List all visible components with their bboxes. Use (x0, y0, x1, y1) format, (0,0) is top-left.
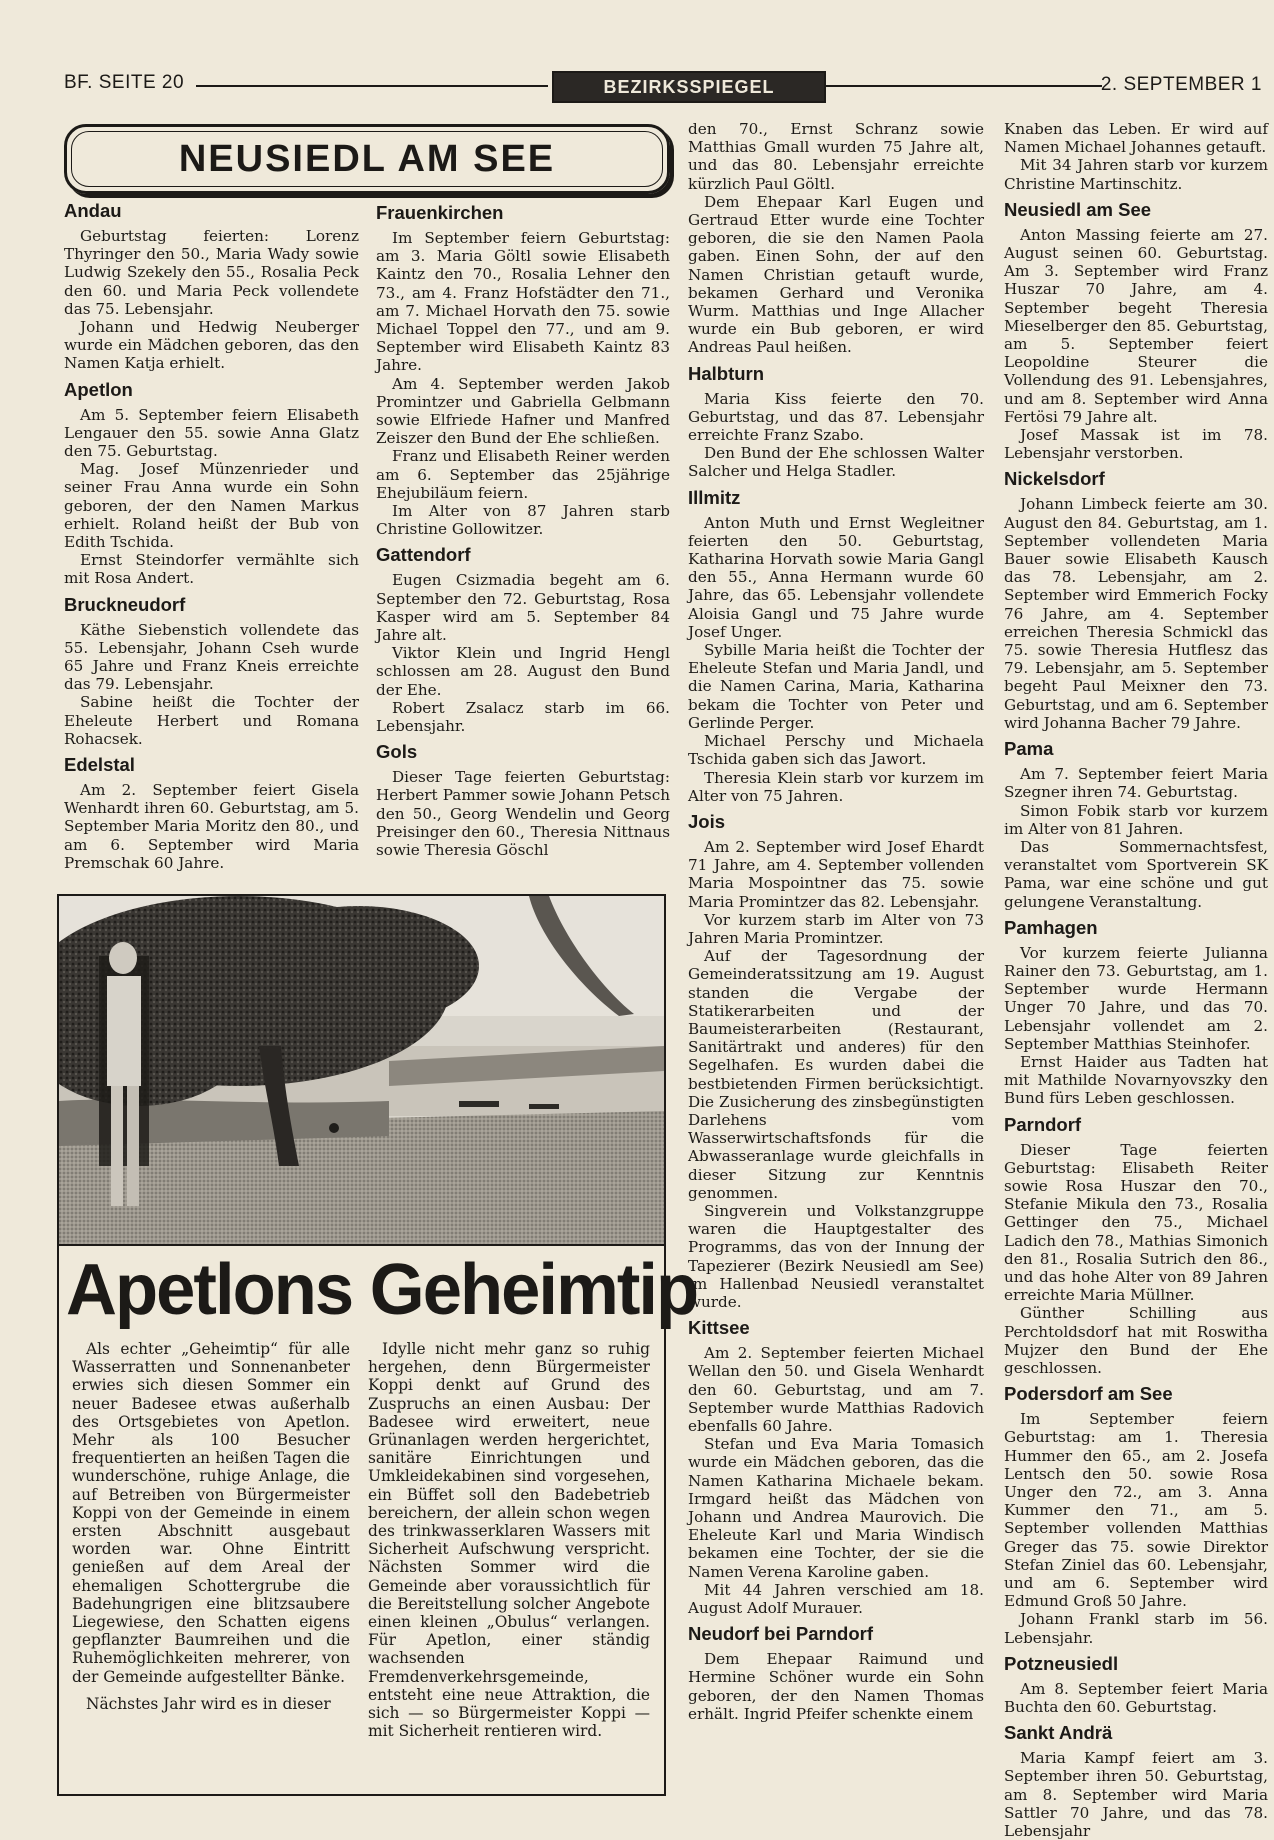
article-paragraph: Anton Massing feierte am 27. August seinen 60. Geburtstag. Am 3. September wird Franz Huszar 70 Jahre, am 4. September begeht Theresia Mieselberger den 85. Geburtstag, am 5. September feiert Leopoldine Steurer die Vollendung des 91. Lebensjahres, und am 8. September wird Anna Fertösi 79 Jahre alt. (1004, 225, 1268, 426)
article-paragraph: Josef Massak ist im 78. Lebensjahr verstorben. (1004, 426, 1268, 463)
article-paragraph: Knaben das Leben. Er wird auf Namen Michael Johannes getauft. (1004, 120, 1268, 157)
feature-paragraph: Nächstes Jahr wird es in dieser (86, 1694, 331, 1713)
page-number: BF. SEITE 20 (64, 72, 185, 93)
article-paragraph: Ernst Steindorfer vermählte sich mit Rosa Andert. (64, 551, 359, 588)
article-paragraph: Am 2. September feiert Gisela Wenhardt ihren 60. Geburtstag, am 5. September Maria Moritz den 80., und am 6. September wird Maria Premschak 60 Jahre. (64, 781, 359, 872)
article-heading: Gattendorf (376, 544, 471, 566)
article-paragraph: Anton Muth und Ernst Wegleitner feierten den 50. Geburtstag, Katharina Horvath sowie Maria Gangl den 55., Anna Hermann wurde 60 Jahre, das 65. Lebensjahr vollendete Aloisia Gangl und 75 Jahre wurde Josef Unger. (688, 513, 984, 641)
article-heading: Kittsee (688, 1317, 750, 1339)
article-heading: Apetlon (64, 378, 133, 400)
article-heading: Neusiedl am See (1004, 198, 1152, 220)
article-paragraph: Dieser Tage feierten Geburtstag: Elisabeth Reiter sowie Rosa Huszar den 70., Stefanie Mikula den 73., Rosalia Gettinger den 75., Michael Ladich den 78., Mathias Simonich den 81., Rosalia Sutrich den 86., und das hohe Alter von 89 Jahren erreichte Maria Müllner. (1004, 1140, 1268, 1305)
column-2 (376, 202, 670, 859)
article-heading: Potzneusiedl (1004, 1652, 1119, 1674)
article-heading: Podersdorf am See (1004, 1383, 1173, 1405)
article-heading: Bruckneudorf (64, 593, 186, 615)
article-paragraph: Am 5. September feiern Elisabeth Lengauer den 55. sowie Anna Glatz den 75. Geburtstag. (64, 405, 359, 461)
article-paragraph: Eugen Csizmadia begeht am 6. September den 72. Geburtstag, Rosa Kasper wird am 5. September 84 Jahre alt. (376, 571, 670, 645)
article-heading: Illmitz (688, 486, 741, 508)
article-paragraph: Auf der Tagesordnung der Gemeinderatssitzung am 19. August standen die Vergabe der Statikerarbeiten und der Baumeisterarbeiten (Restaurant, Sanitärtrakt und anderes) für den Segelhafen. Es wurden dabei die bestbietenden Firmen berücksichtigt. Die Zusicherung des zinsbegünstigten Darlehens vom Wasserwirtschaftsfonds für die Abwasseranlage wurde gleichfalls in dieser Sitzung zur Kenntnis genommen. (688, 947, 984, 1202)
article-heading: Pama (1004, 738, 1054, 760)
article-paragraph: Robert Zsalacz starb im 66. Lebensjahr. (376, 698, 670, 736)
column-3 (688, 120, 984, 1723)
article-paragraph: Den Bund der Ehe schlossen Walter Salcher und Helga Stadler. (688, 444, 984, 481)
column-4 (1004, 120, 1268, 1840)
article-paragraph: Franz und Elisabeth Reiner werden am 6. September das 25jährige Ehejubiläum feiern. (376, 447, 670, 502)
article-paragraph: Sabine heißt die Tochter der Eheleute Herbert und Romana Rohacsek. (64, 693, 359, 748)
article-paragraph: Maria Kiss feierte den 70. Geburtstag, und das 87. Lebensjahr erreichte Franz Szabo. (688, 389, 984, 445)
article-paragraph: Vor kurzem feierte Julianna Rainer den 73. Geburtstag, am 1. September wurde Hermann Unger 70 Jahre, und das 70. Lebensjahr vollendet am 2. September Matthias Steinhofer. (1004, 943, 1268, 1053)
article-heading: Halbturn (688, 362, 765, 384)
article-paragraph: Theresia Klein starb vor kurzem im Alter von 75 Jahren. (688, 768, 984, 805)
article-paragraph: Dem Ehepaar Karl Eugen und Gertraud Etter wurde eine Tochter geboren, die sie den Namen Paola gaben. Einen Sohn, der auf den Namen Christian getauft wurde, bekamen Gerhard und Veronika Wurm. Matthias und Inge Allacher wurde ein Bub geboren, er wird Andreas Paul heißen. (688, 192, 984, 357)
issue-date: 2. SEPTEMBER 1 (1100, 74, 1262, 95)
article-paragraph: Mit 34 Jahren starb vor kurzem Christine Martinschitz. (1004, 156, 1268, 193)
lake-photo (57, 894, 666, 1246)
article-paragraph: Viktor Klein und Ingrid Hengl schlossen am 28. August den Bund der Ehe. (376, 644, 670, 699)
article-heading: Jois (688, 810, 726, 832)
article-heading: Edelstal (64, 754, 135, 776)
article-paragraph: Johann und Hedwig Neuberger wurde ein Mädchen geboren, das den Namen Katja erhielt. (64, 318, 359, 373)
article-paragraph: Käthe Siebenstich vollendete das 55. Lebensjahr, Johann Cseh wurde 65 Jahre und Franz Kneis erreichte das 79. Lebensjahr. (64, 620, 359, 694)
article-paragraph: Günther Schilling aus Perchtoldsdorf hat mit Roswitha Mujzer den Bund der Ehe geschlossen. (1004, 1304, 1268, 1377)
article-paragraph: Am 2. September wird Josef Ehardt 71 Jahre, am 4. September vollenden Maria Mospointner das 75. sowie Maria Promintzer das 82. Lebensjahr. (688, 837, 984, 911)
article-paragraph: den 70., Ernst Schranz sowie Matthias Gmall wurden 75 Jahre alt, und das 80. Lebensjahr erreichte kürzlich Paul Göltl. (688, 120, 984, 193)
article-paragraph: Dieser Tage feierten Geburtstag: Herbert Pammer sowie Johann Petsch den 50., Georg Wendelin und Georg Preisinger den 60., Theresia Nittnaus sowie Theresia Göschl (376, 768, 670, 860)
article-heading: Sankt Andrä (1004, 1722, 1113, 1744)
feature-paragraph: Als echter „Geheimtip“ für alle Wasserratten und Sonnenanbeter erwies sich diesen Sommer ein neuer Badesee etwas außerhalb des Ortsgebietes von Apetlon. Mehr als 100 Besucher frequentierten an heißen Tagen die wunderschöne, ruhige Anlage, die auf Betreiben von Bürgermeister Koppi von der Gemeinde in einem ersten Abschnitt ausgebaut worden war. Ohne Eintritt genießen auf dem Areal der ehemaligen Schottergrube die Badehungrigen eine blitzsaubere Liegewiese, den Schatten eigens gepflanzter Baumreihen und die Ruhemöglichkeiten mehrerer, von der Gemeinde aufgestellter Bänke. (72, 1340, 350, 1686)
article-paragraph: Das Sommernachtsfest, veranstaltet vom Sportverein SK Pama, war eine schöne und gut gelungene Veranstaltung. (1004, 837, 1268, 911)
article-heading: Andau (64, 200, 122, 221)
article-paragraph: Ernst Haider aus Tadten hat mit Mathilde Novarnyovszky den Bund fürs Leben geschlossen. (1004, 1052, 1268, 1108)
article-paragraph: Simon Fobik starb vor kurzem im Alter von 81 Jahren. (1004, 801, 1268, 838)
article-paragraph: Im September feiern Geburtstag: am 3. Maria Göltl sowie Elisabeth Kaintz den 70., Rosalia Lehner den 73., am 4. Franz Hofstädter den 71., am 7. Michael Horvath den 75. sowie Michael Toppel den 77., und am 9. September wird Elisabeth Kaintz 83 Jahre. (376, 229, 670, 375)
article-paragraph: Im Alter von 87 Jahren starb Christine Gollowitzer. (376, 502, 670, 539)
article-paragraph: Johann Frankl starb im 56. Lebensjahr. (1004, 1610, 1268, 1647)
article-heading: Frauenkirchen (376, 202, 504, 223)
header-rule-left (196, 85, 548, 87)
region-title: NEUSIEDL AM SEE (71, 131, 663, 187)
article-paragraph: Sybille Maria heißt die Tochter der Eheleute Stefan und Maria Jandl, und die Namen Carina, Maria, Katharina bekam die Tochter von Peter und Gerlinde Perger. (688, 641, 984, 732)
article-heading: Pamhagen (1004, 916, 1098, 938)
article-paragraph: Stefan und Eva Maria Tomasich wurde ein Mädchen geboren, das die Namen Katharina Michaele bekam. Irmgard heißt das Mädchen von Johann und Andrea Maurovich. Die Eheleute Karl und Maria Windisch bekamen eine Tochter, der sie die Namen Verena Karoline gaben. (688, 1435, 984, 1581)
article-paragraph: Maria Kampf feiert am 3. September ihren 50. Geburtstag, am 8. September wird Maria Sattler 70 Jahre, und das 78. Lebensjahr (1004, 1749, 1268, 1840)
article-paragraph: Michael Perschy und Michaela Tschida gaben sich das Jawort. (688, 732, 984, 769)
lake-photo-image (59, 896, 664, 1244)
article-paragraph: Am 7. September feiert Maria Szegner ihren 74. Geburtstag. (1004, 765, 1268, 802)
section-badge: BEZIRKSSPIEGEL (552, 71, 826, 103)
article-paragraph: Am 8. September feiert Maria Buchta den 60. Geburtstag. (1004, 1679, 1268, 1717)
feature-column-right (368, 1340, 650, 1740)
article-heading: Nickelsdorf (1004, 468, 1105, 490)
feature-column-left (72, 1340, 350, 1713)
feature-headline: Apetlons Geheimtip (66, 1250, 698, 1330)
article-paragraph: Johann Limbeck feierte am 30. August den 84. Geburtstag, am 1. September vollendeten Maria Bauer sowie Elisabeth Kausch das 78. Lebensjahr, am 2. September wird Emmerich Focky 76 Jahre, am 4. September erreichen Theresia Schmickl das 75. sowie Theresia Hutflesz das 79. Lebensjahr, am 5. September begeht Paul Meixner den 73. Geburtstag, und am 6. September wird Johanna Bacher 79 Jahre. (1004, 495, 1268, 732)
feature-paragraph: Idylle nicht mehr ganz so ruhig hergehen, denn Bürgermeister Koppi denkt auf Grund des Zuspruchs an einen Ausbau: Der Badesee wird erweitert, neue Grünanlagen werden hergerichtet, sanitäre Einrichtungen und Umkleidekabinen sind vorgesehen, ein Büffet soll den Badebetrieb bereichern, der allein schon wegen des trinkwasserklaren Wassers mit Sicherheit Aufschwung verspricht. Nächsten Sommer wird die Gemeinde aber voraussichtlich für die Bereitstellung solcher Angebote einen kleinen „Obulus“ verlangen. Für Apetlon, einer ständig wachsenden Fremdenverkehrsgemeinde, entsteht eine neue Attraktion, die sich — so Bürgermeister Koppi — mit Sicherheit rentieren wird. (368, 1340, 650, 1741)
article-paragraph: Am 4. September werden Jakob Promintzer und Gabriella Gelbmann sowie Elfriede Hafner und Manfred Zeiszer den Bund der Ehe schließen. (376, 374, 670, 448)
article-paragraph: Mit 44 Jahren verschied am 18. August Adolf Murauer. (688, 1580, 984, 1618)
article-paragraph: Dem Ehepaar Raimund und Hermine Schöner wurde ein Sohn geboren, der den Namen Thomas erhält. Ingrid Pfeifer schenkte einem (688, 1650, 984, 1723)
column-1 (64, 200, 359, 872)
article-paragraph: Vor kurzem starb im Alter von 73 Jahren Maria Promintzer. (688, 910, 984, 947)
article-heading: Gols (376, 741, 418, 763)
article-paragraph: Mag. Josef Münzenrieder und seiner Frau Anna wurde ein Sohn geboren, der den Namen Markus erhielt. Roland heißt der Bub von Edith Tschida. (64, 460, 359, 552)
article-paragraph: Singverein und Volkstanzgruppe waren die Hauptgestalter des Programms, das von der Innung der Tapezierer (Bezirk Neusiedl am See) im Hallenbad Neusiedl veranstaltet wurde. (688, 1201, 984, 1311)
header-rule-right (826, 85, 1102, 87)
region-title-box (64, 124, 670, 194)
article-paragraph: Am 2. September feierten Michael Wellan den 50. und Gisela Wenhardt den 60. Geburtstag, und am 7. September wurde Matthias Radovich ebenfalls 60 Jahre. (688, 1344, 984, 1435)
article-paragraph: Im September feiern Geburtstag: am 1. Theresia Hummer den 65., am 2. Josefa Lentsch den 50. sowie Rosa Unger den 72., am 3. Anna Kummer den 71., am 5. September vollenden Matthias Greger das 75. sowie Direktor Stefan Ziniel das 60. Lebensjahr, und am 6. September wird Edmund Groß 50 Jahre. (1004, 1410, 1268, 1611)
article-heading: Neudorf bei Parndorf (688, 1623, 874, 1645)
article-paragraph: Geburtstag feierten: Lorenz Thyringer den 50., Maria Wady sowie Ludwig Szekely den 55., Rosalia Peck den 60. und Maria Peck vollendete das 75. Lebensjahr. (64, 227, 359, 318)
article-heading: Parndorf (1004, 1113, 1082, 1135)
